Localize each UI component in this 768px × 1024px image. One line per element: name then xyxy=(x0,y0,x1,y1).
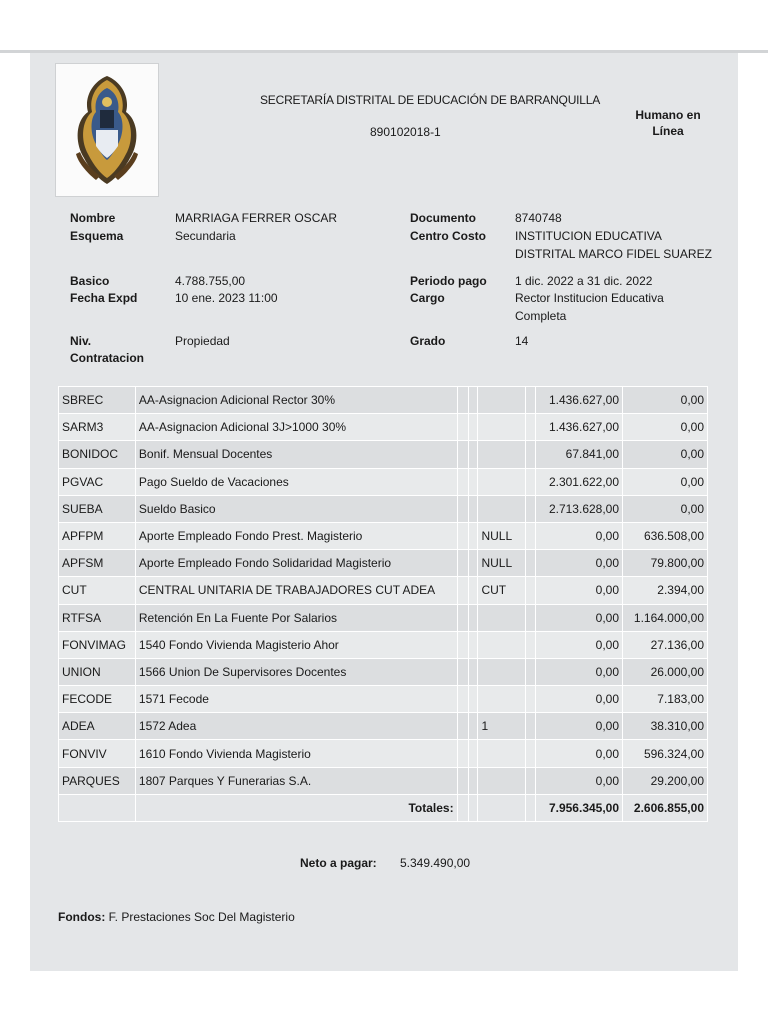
spacer-cell xyxy=(468,522,478,549)
spacer-cell xyxy=(457,658,468,685)
spacer-cell xyxy=(526,522,536,549)
basico-label: Basico xyxy=(70,274,110,288)
concept-description: 1540 Fondo Vivienda Magisterio Ahor xyxy=(135,631,457,658)
niv-value: Propiedad xyxy=(175,334,230,348)
spacer-cell xyxy=(526,577,536,604)
nombre-label: Nombre xyxy=(70,211,116,225)
concept-description: CENTRAL UNITARIA DE TRABAJADORES CUT ADEA xyxy=(135,577,457,604)
deduccion-value: 38.310,00 xyxy=(623,713,708,740)
concept-description: Aporte Empleado Fondo Prest. Magisterio xyxy=(135,522,457,549)
concept-reference xyxy=(478,631,526,658)
basico-value: 4.788.755,00 xyxy=(175,274,246,288)
spacer-cell xyxy=(457,387,468,414)
concept-code: SARM3 xyxy=(59,414,136,441)
table-row xyxy=(59,468,708,495)
neto-label: Neto a pagar: xyxy=(300,856,377,870)
deduccion-value: 2.394,00 xyxy=(623,577,708,604)
devengado-value: 0,00 xyxy=(536,767,623,794)
spacer-cell xyxy=(468,495,478,522)
spacer-cell xyxy=(457,631,468,658)
spacer-cell xyxy=(468,767,478,794)
deduccion-value: 29.200,00 xyxy=(623,767,708,794)
devengado-value: 0,00 xyxy=(536,686,623,713)
fecha-value: 10 ene. 2023 11:00 xyxy=(175,291,278,305)
nombre-value: MARRIAGA FERRER OSCAR xyxy=(175,211,338,225)
institution-title: SECRETARÍA DISTRITAL DE EDUCACIÓN DE BARRANQUILLA xyxy=(260,93,601,107)
coat-of-arms-icon xyxy=(70,72,144,188)
spacer-cell xyxy=(457,713,468,740)
concept-description: 1566 Union De Supervisores Docentes xyxy=(135,658,457,685)
spacer-cell xyxy=(457,522,468,549)
spacer-cell xyxy=(468,414,478,441)
spacer-cell xyxy=(457,550,468,577)
concept-description: 1807 Parques Y Funerarias S.A. xyxy=(135,767,457,794)
niv-label-2: Contratacion xyxy=(70,351,145,365)
table-row xyxy=(59,550,708,577)
concept-reference: CUT xyxy=(478,577,526,604)
nit-number: 890102018-1 xyxy=(370,125,441,139)
deduccion-value: 27.136,00 xyxy=(623,631,708,658)
table-row xyxy=(59,686,708,713)
concept-code: RTFSA xyxy=(59,604,136,631)
concept-reference xyxy=(478,495,526,522)
esquema-label: Esquema xyxy=(70,229,124,243)
fondos-line xyxy=(58,910,295,924)
spacer-cell xyxy=(457,604,468,631)
devengado-value: 0,00 xyxy=(536,631,623,658)
deduccion-value: 596.324,00 xyxy=(623,740,708,767)
centro-costo-line-2: DISTRITAL MARCO FIDEL SUAREZ xyxy=(515,247,712,261)
spacer-cell xyxy=(526,713,536,740)
esquema-value: Secundaria xyxy=(175,229,236,243)
devengado-value: 2.713.628,00 xyxy=(536,495,623,522)
deduccion-value: 0,00 xyxy=(623,441,708,468)
periodo-label: Periodo pago xyxy=(410,274,487,288)
devengado-value: 0,00 xyxy=(536,604,623,631)
table-row xyxy=(59,522,708,549)
brand-line-2: Línea xyxy=(652,124,684,138)
logo xyxy=(55,63,159,197)
table-row xyxy=(59,713,708,740)
devengado-value: 67.841,00 xyxy=(536,441,623,468)
deduccion-value: 1.164.000,00 xyxy=(623,604,708,631)
table-row xyxy=(59,740,708,767)
spacer-cell xyxy=(457,686,468,713)
concept-reference xyxy=(478,604,526,631)
spacer-cell xyxy=(457,794,468,821)
niv-label-1: Niv. xyxy=(70,334,92,348)
spacer-cell xyxy=(468,387,478,414)
concept-reference: NULL xyxy=(478,522,526,549)
concept-code: APFSM xyxy=(59,550,136,577)
concept-description: 1572 Adea xyxy=(135,713,457,740)
spacer-cell xyxy=(478,794,526,821)
spacer-cell xyxy=(468,631,478,658)
documento-value: 8740748 xyxy=(515,211,562,225)
concept-description: 1571 Fecode xyxy=(135,686,457,713)
spacer-cell xyxy=(526,550,536,577)
table-row xyxy=(59,441,708,468)
concept-code: FONVIV xyxy=(59,740,136,767)
concept-description: AA-Asignacion Adicional 3J>1000 30% xyxy=(135,414,457,441)
spacer-cell xyxy=(468,468,478,495)
deduccion-value: 0,00 xyxy=(623,495,708,522)
spacer-cell xyxy=(526,631,536,658)
devengado-value: 0,00 xyxy=(536,522,623,549)
documento-label: Documento xyxy=(410,211,476,225)
brand-line-1: Humano en xyxy=(635,108,701,122)
concept-description: AA-Asignacion Adicional Rector 30% xyxy=(135,387,457,414)
devengado-value: 0,00 xyxy=(536,713,623,740)
spacer-cell xyxy=(468,713,478,740)
grado-label: Grado xyxy=(410,334,446,348)
brand-text xyxy=(628,107,708,139)
fecha-label: Fecha Expd xyxy=(70,291,138,305)
devengado-value: 0,00 xyxy=(536,550,623,577)
concept-reference xyxy=(478,441,526,468)
spacer-cell xyxy=(457,767,468,794)
total-deduccion: 2.606.855,00 xyxy=(623,794,708,821)
concept-code: CUT xyxy=(59,577,136,604)
table-row xyxy=(59,604,708,631)
concept-code: BONIDOC xyxy=(59,441,136,468)
concept-reference xyxy=(478,767,526,794)
spacer-cell xyxy=(468,441,478,468)
devengado-value: 0,00 xyxy=(536,740,623,767)
concept-description: Aporte Empleado Fondo Solidaridad Magisterio xyxy=(135,550,457,577)
concept-code: SUEBA xyxy=(59,495,136,522)
spacer-cell xyxy=(457,468,468,495)
deduccion-value: 7.183,00 xyxy=(623,686,708,713)
spacer-cell xyxy=(468,658,478,685)
cargo-line-1: Rector Institucion Educativa xyxy=(515,291,664,305)
cargo-line-2: Completa xyxy=(515,309,567,323)
fondos-label: Fondos: xyxy=(58,910,106,924)
concept-description: Bonif. Mensual Docentes xyxy=(135,441,457,468)
concept-description: Pago Sueldo de Vacaciones xyxy=(135,468,457,495)
centro-costo-line-1: INSTITUCION EDUCATIVA xyxy=(515,229,662,243)
spacer-cell xyxy=(457,441,468,468)
table-row xyxy=(59,495,708,522)
concept-reference xyxy=(478,686,526,713)
spacer-cell xyxy=(526,414,536,441)
devengado-value: 0,00 xyxy=(536,577,623,604)
deduccion-value: 0,00 xyxy=(623,387,708,414)
concept-code: ADEA xyxy=(59,713,136,740)
concept-reference: 1 xyxy=(478,713,526,740)
spacer-cell xyxy=(526,387,536,414)
spacer-cell xyxy=(526,658,536,685)
periodo-value: 1 dic. 2022 a 31 dic. 2022 xyxy=(515,274,653,288)
spacer-cell xyxy=(526,740,536,767)
concept-code: UNION xyxy=(59,658,136,685)
deduccion-value: 26.000,00 xyxy=(623,658,708,685)
concept-description: 1610 Fondo Vivienda Magisterio xyxy=(135,740,457,767)
spacer-cell xyxy=(526,604,536,631)
table-row xyxy=(59,387,708,414)
fondos-value: F. Prestaciones Soc Del Magisterio xyxy=(108,910,295,924)
cargo-label: Cargo xyxy=(410,291,445,305)
concept-reference xyxy=(478,658,526,685)
spacer-cell xyxy=(526,686,536,713)
table-row xyxy=(59,414,708,441)
devengado-value: 0,00 xyxy=(536,658,623,685)
table-row xyxy=(59,767,708,794)
devengado-value: 1.436.627,00 xyxy=(536,387,623,414)
concept-description: Retención En La Fuente Por Salarios xyxy=(135,604,457,631)
concept-reference xyxy=(478,387,526,414)
spacer-cell xyxy=(59,794,136,821)
payslip-sheet xyxy=(30,53,738,971)
table-row xyxy=(59,658,708,685)
deduccion-value: 79.800,00 xyxy=(623,550,708,577)
concept-description: Sueldo Basico xyxy=(135,495,457,522)
concept-reference xyxy=(478,414,526,441)
spacer-cell xyxy=(526,468,536,495)
total-devengado: 7.956.345,00 xyxy=(536,794,623,821)
concept-reference: NULL xyxy=(478,550,526,577)
deduccion-value: 0,00 xyxy=(623,468,708,495)
grado-value: 14 xyxy=(515,334,529,348)
concept-code: FONVIMAG xyxy=(59,631,136,658)
table-row xyxy=(59,577,708,604)
spacer-cell xyxy=(526,767,536,794)
centro-costo-label: Centro Costo xyxy=(410,229,486,243)
spacer-cell xyxy=(468,577,478,604)
concept-code: PGVAC xyxy=(59,468,136,495)
concept-code: PARQUES xyxy=(59,767,136,794)
spacer-cell xyxy=(468,794,478,821)
spacer-cell xyxy=(468,740,478,767)
concept-reference xyxy=(478,740,526,767)
concepts-table xyxy=(58,386,708,822)
spacer-cell xyxy=(526,495,536,522)
totals-row xyxy=(59,794,708,821)
spacer-cell xyxy=(457,740,468,767)
spacer-cell xyxy=(468,604,478,631)
spacer-cell xyxy=(526,794,536,821)
devengado-value: 1.436.627,00 xyxy=(536,414,623,441)
table-row xyxy=(59,631,708,658)
spacer-cell xyxy=(468,550,478,577)
deduccion-value: 636.508,00 xyxy=(623,522,708,549)
concept-code: APFPM xyxy=(59,522,136,549)
spacer-cell xyxy=(457,414,468,441)
neto-value: 5.349.490,00 xyxy=(400,856,471,870)
spacer-cell xyxy=(457,495,468,522)
deduccion-value: 0,00 xyxy=(623,414,708,441)
concept-reference xyxy=(478,468,526,495)
devengado-value: 2.301.622,00 xyxy=(536,468,623,495)
spacer-cell xyxy=(457,577,468,604)
concept-code: SBREC xyxy=(59,387,136,414)
spacer-cell xyxy=(468,686,478,713)
spacer-cell xyxy=(526,441,536,468)
concept-code: FECODE xyxy=(59,686,136,713)
totals-label: Totales: xyxy=(135,794,457,821)
